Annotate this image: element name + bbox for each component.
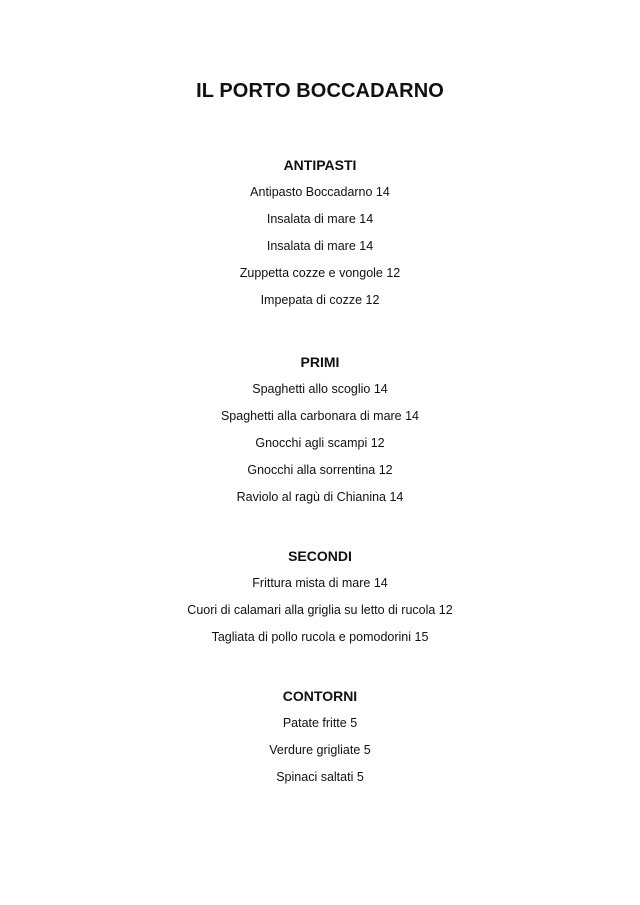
section-heading: SECONDI: [288, 548, 352, 564]
menu-title: IL PORTO BOCCADARNO: [196, 80, 444, 102]
section-heading: CONTORNI: [282, 688, 358, 704]
menu-item: Raviolo al ragù di Chianina 14: [236, 490, 404, 504]
menu-item: Tagliata di pollo rucola e pomodorini 15: [211, 630, 429, 644]
section-contorni: [0, 687, 640, 796]
menu-item: Spinaci saltati 5: [276, 770, 364, 784]
item-list: [0, 715, 640, 786]
section-primi: [0, 353, 640, 516]
menu-item: Insalata di mare 14: [266, 212, 374, 226]
menu-item: Verdure grigliate 5: [269, 743, 371, 757]
section-antipasti: [0, 156, 640, 319]
item-list: [0, 381, 640, 506]
menu-item: Spaghetti alla carbonara di mare 14: [220, 409, 420, 423]
menu-item: Antipasto Boccadarno 14: [250, 185, 390, 199]
menu-item: Frittura mista di mare 14: [252, 576, 388, 590]
menu-item: Zuppetta cozze e vongole 12: [239, 266, 401, 280]
item-list: [0, 184, 640, 309]
menu-item: Patate fritte 5: [282, 716, 358, 730]
menu-item: Gnocchi alla sorrentina 12: [247, 463, 393, 477]
section-heading: PRIMI: [300, 354, 340, 370]
menu-item: Insalata di mare 14: [266, 239, 374, 253]
menu-item: Cuori di calamari alla griglia su letto di rucola 12: [187, 603, 453, 617]
menu-item: Spaghetti allo scoglio 14: [252, 382, 388, 396]
menu-item: Gnocchi agli scampi 12: [255, 436, 385, 450]
section-heading: ANTIPASTI: [283, 157, 357, 173]
menu-item: Impepata di cozze 12: [260, 293, 380, 307]
section-secondi: [0, 547, 640, 656]
item-list: [0, 575, 640, 646]
